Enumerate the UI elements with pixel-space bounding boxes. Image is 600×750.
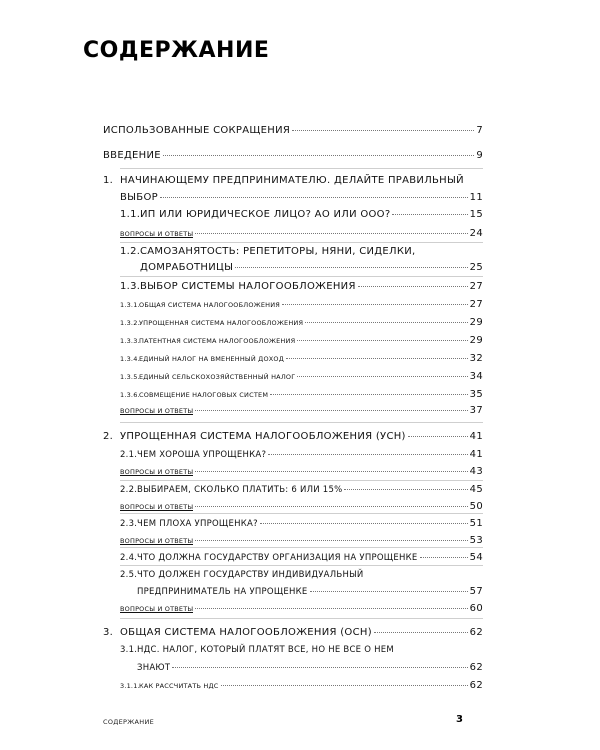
dot-leader	[310, 591, 468, 592]
section-divider	[120, 565, 483, 566]
toc-page-number: 9	[476, 150, 483, 161]
dot-leader	[282, 304, 468, 305]
section-number: 1.3.6.	[120, 391, 140, 399]
toc-entry-title: УПРОЩЕННАЯ СИСТЕМА НАЛОГООБЛОЖЕНИЯ	[139, 319, 304, 327]
dot-leader	[221, 685, 468, 686]
chapter-1-title-line1[interactable]: НАЧИНАЮЩЕМУ ПРЕДПРИНИМАТЕЛЮ. ДЕЛАЙТЕ ПРАВИЛЬНЫЙ	[120, 175, 464, 186]
toc-entry-title: КАК РАССЧИТАТЬ НДС	[139, 682, 219, 690]
section-number: 2.4.	[120, 553, 138, 563]
toc-page-number: 7	[476, 125, 483, 136]
dot-leader	[358, 286, 468, 287]
toc-entry-1-3-5[interactable]	[120, 371, 483, 382]
section-number: 2.1.	[120, 450, 138, 460]
dot-leader	[172, 667, 467, 668]
section-divider	[120, 480, 483, 481]
footer-page-number: 3	[456, 714, 463, 725]
toc-entry-2-2[interactable]	[120, 484, 483, 495]
toc-entry-1-3[interactable]	[120, 281, 483, 292]
qa-label: ВОПРОСЫ И ОТВЕТЫ	[120, 537, 194, 545]
toc-page-number: 37	[469, 405, 483, 416]
chapter-1-number: 1.	[103, 175, 114, 186]
dot-leader	[195, 506, 467, 507]
toc-page-number: 11	[469, 192, 483, 203]
toc-entry-chapter-1[interactable]	[120, 192, 483, 203]
dot-leader	[344, 489, 467, 490]
dot-leader	[160, 197, 468, 198]
toc-entry-chapter-3[interactable]	[103, 627, 483, 638]
section-number: 2.3.	[120, 519, 138, 529]
dot-leader	[195, 471, 467, 472]
toc-entry-title: ИСПОЛЬЗОВАННЫЕ СОКРАЩЕНИЯ	[103, 125, 291, 136]
dot-leader	[420, 557, 468, 558]
toc-page-number: 27	[469, 299, 483, 310]
toc-page-number: 57	[469, 586, 483, 597]
section-3-1-title-line1[interactable]: НДС. НАЛОГ, КОТОРЫЙ ПЛАТЯТ ВСЕ, НО НЕ ВСЕ О НЕМ	[137, 645, 394, 655]
section-divider	[120, 513, 483, 514]
section-2-5-number: 2.5.	[120, 570, 138, 580]
dot-leader	[235, 267, 467, 268]
dot-leader	[260, 523, 468, 524]
toc-entry-title: ПАТЕНТНАЯ СИСТЕМА НАЛОГООБЛОЖЕНИЯ	[139, 337, 296, 345]
section-number: 1.3.2.	[120, 319, 140, 327]
toc-entry-title: СОВМЕЩЕНИЕ НАЛОГОВЫХ СИСТЕМ	[139, 391, 269, 399]
chapter-number: 3.	[103, 627, 114, 638]
toc-entry-1-3-3[interactable]	[120, 335, 483, 346]
qa-label: ВОПРОСЫ И ОТВЕТЫ	[120, 468, 194, 476]
toc-page-number: 41	[469, 449, 483, 460]
section-divider	[120, 547, 483, 548]
toc-page-number: 35	[469, 389, 483, 400]
dot-leader	[374, 632, 468, 633]
section-number: 1.1.	[120, 209, 141, 220]
section-number: 1.3.	[120, 281, 141, 292]
section-number: 1.3.3.	[120, 337, 140, 345]
section-divider	[120, 618, 483, 619]
toc-page-number: 15	[469, 209, 483, 220]
toc-page-number: 29	[469, 317, 483, 328]
dot-leader	[268, 454, 467, 455]
section-number: 1.3.5.	[120, 373, 140, 381]
toc-entry-1-1[interactable]	[120, 209, 483, 220]
dot-leader	[195, 540, 467, 541]
toc-entry-qa[interactable]	[120, 466, 483, 477]
toc-page-number: 62	[469, 662, 483, 673]
toc-entry-3-1[interactable]	[137, 662, 483, 673]
dot-leader	[392, 214, 467, 215]
qa-label: ВОПРОСЫ И ОТВЕТЫ	[120, 407, 194, 415]
chapter-number: 2.	[103, 431, 114, 442]
toc-entry-qa[interactable]	[120, 603, 483, 614]
dot-leader	[297, 376, 467, 377]
toc-entry-title: УПРОЩЕННАЯ СИСТЕМА НАЛОГООБЛОЖЕНИЯ (УСН)	[120, 431, 406, 442]
toc-page-number: 32	[469, 353, 483, 364]
toc-entry-qa[interactable]	[120, 501, 483, 512]
dot-leader	[292, 130, 474, 131]
section-3-1-number: 3.1.	[120, 645, 138, 655]
section-number: 2.2.	[120, 485, 138, 495]
toc-page-number: 53	[469, 535, 483, 546]
toc-entry-qa[interactable]	[120, 535, 483, 546]
toc-entry-2-1[interactable]	[120, 449, 483, 460]
dot-leader	[286, 358, 468, 359]
footer-section-label: СОДЕРЖАНИЕ	[103, 718, 155, 726]
toc-entry-title: ВЫБИРАЕМ, СКОЛЬКО ПЛАТИТЬ: 6 ИЛИ 15%	[137, 485, 343, 495]
toc-entry-3-1-1[interactable]	[120, 680, 483, 691]
section-divider	[120, 276, 483, 277]
toc-page-number: 45	[469, 484, 483, 495]
toc-page-number: 62	[469, 680, 483, 691]
toc-page-number: 24	[469, 228, 483, 239]
toc-page-number: 43	[469, 466, 483, 477]
toc-entry-1-3-2[interactable]	[120, 317, 483, 328]
toc-entry-1-3-1[interactable]	[120, 299, 483, 310]
qa-label: ВОПРОСЫ И ОТВЕТЫ	[120, 503, 194, 511]
qa-label: ВОПРОСЫ И ОТВЕТЫ	[120, 230, 194, 238]
toc-entry-title: ВЫБОР СИСТЕМЫ НАЛОГООБЛОЖЕНИЯ	[140, 281, 356, 292]
toc-entry-title: ЕДИНЫЙ СЕЛЬСКОХОЗЯЙСТВЕННЫЙ НАЛОГ	[139, 373, 296, 381]
section-divider	[120, 422, 483, 423]
toc-entry-2-5[interactable]	[137, 586, 483, 597]
section-1-2-number: 1.2.	[120, 246, 141, 257]
dot-leader	[163, 155, 474, 156]
toc-page-number: 29	[469, 335, 483, 346]
qa-label: ВОПРОСЫ И ОТВЕТЫ	[120, 605, 194, 613]
page-title: СОДЕРЖАНИЕ	[83, 38, 270, 63]
toc-page-number: 51	[469, 518, 483, 529]
toc-entry-2-4[interactable]	[120, 552, 483, 563]
dot-leader	[270, 394, 468, 395]
toc-page-number: 25	[469, 262, 483, 273]
toc-page-number: 60	[469, 603, 483, 614]
toc-entry-qa[interactable]	[120, 405, 483, 416]
toc-entry-title: ВВЕДЕНИЕ	[103, 150, 161, 161]
dot-leader	[408, 436, 468, 437]
dot-leader	[297, 340, 467, 341]
toc-page-number: 41	[469, 431, 483, 442]
section-divider	[120, 242, 483, 243]
section-2-5-title-line2: ПРЕДПРИНИМАТЕЛЬ НА УПРОЩЕНКЕ	[137, 587, 308, 597]
toc-entry-title: ОБЩАЯ СИСТЕМА НАЛОГООБЛОЖЕНИЯ	[139, 301, 281, 309]
toc-entry-title: ЧЕМ ХОРОША УПРОЩЕНКА?	[137, 450, 267, 460]
dot-leader	[305, 322, 467, 323]
dot-leader	[195, 608, 467, 609]
dot-leader	[195, 233, 467, 234]
toc-entry-qa[interactable]	[120, 228, 483, 239]
toc-page-number: 27	[469, 281, 483, 292]
toc-entry-introduction[interactable]	[103, 150, 483, 161]
section-3-1-title-line2: ЗНАЮТ	[137, 663, 171, 673]
toc-page-number: 34	[469, 371, 483, 382]
toc-entry-1-3-4[interactable]	[120, 353, 483, 364]
section-number: 1.3.1.	[120, 301, 140, 309]
toc-page-number: 54	[469, 552, 483, 563]
section-divider	[120, 168, 483, 169]
section-1-2-title-line2: ДОМРАБОТНИЦЫ	[140, 262, 234, 273]
toc-entry-title: ЧТО ДОЛЖНА ГОСУДАРСТВУ ОРГАНИЗАЦИЯ НА УПРОЩЕНКЕ	[137, 553, 418, 563]
dot-leader	[195, 410, 467, 411]
toc-entry-1-2[interactable]	[140, 262, 483, 273]
section-1-2-title-line1[interactable]: САМОЗАНЯТОСТЬ: РЕПЕТИТОРЫ, НЯНИ, СИДЕЛКИ,	[140, 246, 416, 257]
chapter-1-title-line2: ВЫБОР	[120, 192, 158, 203]
section-number: 1.3.4.	[120, 355, 140, 363]
toc-entry-1-3-6[interactable]	[120, 389, 483, 400]
toc-entry-title: ЧЕМ ПЛОХА УПРОЩЕНКА?	[137, 519, 258, 529]
toc-entry-abbreviations[interactable]	[103, 125, 483, 136]
toc-page-number: 50	[469, 501, 483, 512]
toc-entry-title: ЕДИНЫЙ НАЛОГ НА ВМЕНЕННЫЙ ДОХОД	[139, 355, 285, 363]
section-2-5-title-line1[interactable]: ЧТО ДОЛЖЕН ГОСУДАРСТВУ ИНДИВИДУАЛЬНЫЙ	[137, 570, 364, 580]
toc-entry-2-3[interactable]	[120, 518, 483, 529]
toc-entry-chapter-2[interactable]	[103, 431, 483, 442]
section-number: 3.1.1.	[120, 682, 140, 690]
toc-page-number: 62	[469, 627, 483, 638]
toc-entry-title: ИП ИЛИ ЮРИДИЧЕСКОЕ ЛИЦО? АО ИЛИ ООО?	[140, 209, 391, 220]
toc-entry-title: ОБЩАЯ СИСТЕМА НАЛОГООБЛОЖЕНИЯ (ОСН)	[120, 627, 372, 638]
